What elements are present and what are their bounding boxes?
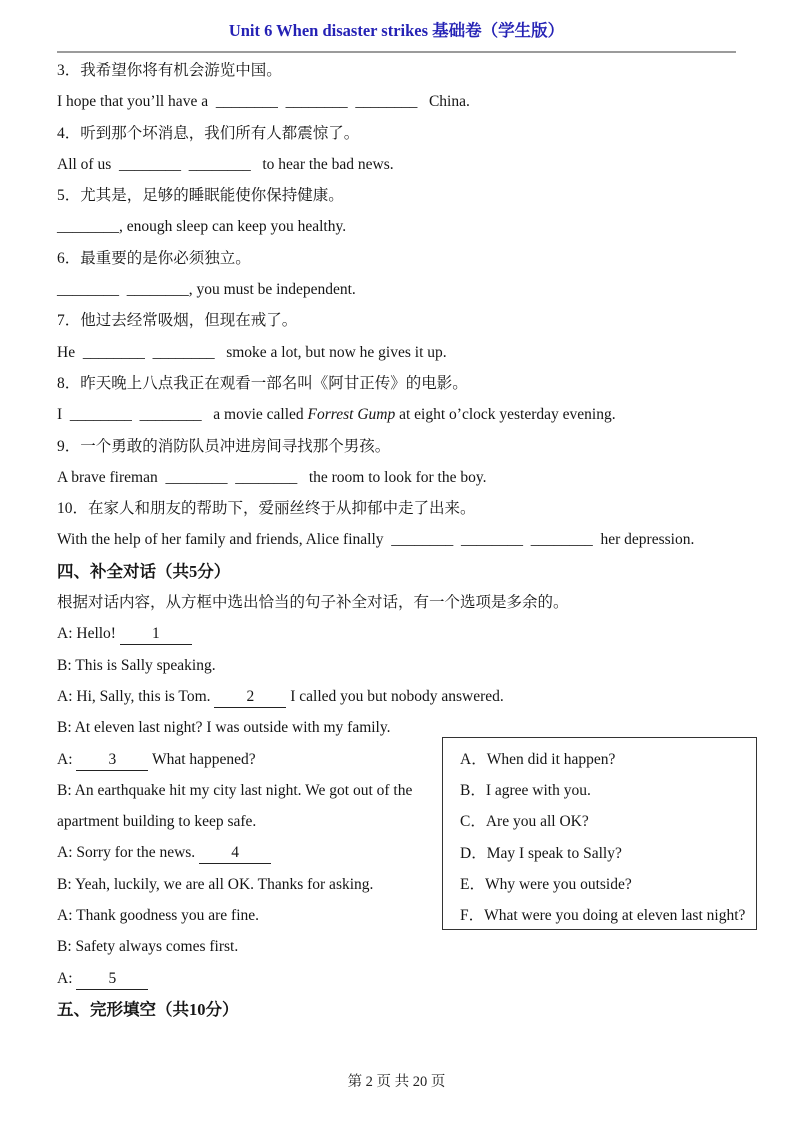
item-9-cn — [57, 431, 773, 462]
text-segment: A brave fireman ________ ________ the room to look for the boy. — [57, 468, 487, 486]
numbered-blank-3: 3 — [76, 750, 148, 771]
text-segment: A: Sorry for the news. — [57, 844, 200, 862]
text-segment: at eight o’clock yesterday evening. — [395, 406, 616, 424]
text-segment: 3．我希望你将有机会游览中国。 — [57, 62, 282, 79]
text-segment: 8．昨天晚上八点我正在观看一部名叫《阿甘正传》的电影。 — [57, 374, 468, 392]
item-8-en — [57, 399, 773, 430]
italic-text: Forrest Gump — [307, 406, 396, 424]
text-segment: apartment building to keep safe. — [57, 813, 257, 831]
text-segment: All of us ________ ________ to hear the bad news. — [57, 155, 394, 173]
text-segment: 9．一个勇敢的消防队员冲进房间寻找那个男孩。 — [57, 437, 391, 455]
page-title: Unit 6 When disaster strikes 基础卷（学生版） — [228, 21, 565, 40]
text-segment: A: Thank goodness you are fine. — [57, 907, 260, 925]
dialog-line-12 — [57, 963, 773, 994]
item-8-cn — [57, 368, 773, 399]
text-segment: What happened? — [148, 750, 256, 768]
text-segment: 7．他过去经常吸烟，但现在戒了。 — [57, 312, 298, 330]
text-segment: ________ ________, you must be independent. — [57, 281, 356, 299]
text-segment: I ________ ________ a movie called — [57, 406, 308, 424]
item-7-cn — [57, 305, 773, 336]
text-segment: B: Safety always comes first. — [57, 938, 239, 956]
item-4-cn — [57, 118, 773, 149]
text-segment: 4．听到那个坏消息，我们所有人都震惊了。 — [57, 124, 360, 142]
text-segment: A: Hi, Sally, this is Tom. — [57, 687, 215, 705]
text-segment: 五、完形填空（共10分） — [57, 999, 239, 1019]
numbered-blank-4: 4 — [199, 843, 271, 864]
item-5-en — [57, 211, 773, 242]
section-4-heading — [57, 556, 773, 587]
text-segment: With the help of her family and friends, Alice finally ________ ________ ________ her depression. — [57, 531, 695, 549]
item-3-en — [57, 86, 773, 117]
item-9-en — [57, 462, 773, 493]
text-segment: ________, enough sleep can keep you healthy. — [57, 218, 347, 236]
text-segment: 10．在家人和朋友的帮助下，爱丽丝终于从抑郁中走了出来。 — [57, 500, 476, 518]
text-segment: 5．尤其是，足够的睡眠能使你保持健康。 — [57, 187, 344, 205]
numbered-blank-2: 2 — [214, 687, 286, 708]
box-option-F: F．What were you doing at eleven last night? — [460, 906, 746, 924]
dialog-line-2 — [57, 650, 773, 681]
item-10-cn — [57, 493, 773, 524]
box-option-D: D．May I speak to Sally? — [460, 844, 622, 862]
numbered-blank-1: 1 — [120, 624, 192, 645]
numbered-blank-5: 5 — [76, 969, 148, 990]
text-segment: 根据对话内容，从方框中选出恰当的句子补全对话，有一个选项是多余的。 — [57, 594, 569, 612]
page-footer: 第 2 页 共 20 页 — [347, 1074, 446, 1090]
item-10-en — [57, 524, 773, 555]
text-segment: He ________ ________ smoke a lot, but now he gives it up. — [57, 343, 447, 361]
dialog-line-11 — [57, 931, 773, 962]
item-4-en — [57, 149, 773, 180]
text-segment: 6．最重要的是你必须独立。 — [57, 249, 251, 267]
box-option-B: B．I agree with you. — [460, 782, 591, 800]
box-option-E: E．Why were you outside? — [460, 875, 632, 893]
item-5-cn — [57, 180, 773, 211]
header-divider — [57, 51, 736, 53]
item-7-en — [57, 337, 773, 368]
text-segment: 四、补全对话（共5分） — [57, 561, 231, 581]
box-option-C: C．Are you all OK? — [460, 813, 589, 831]
text-segment: I hope that you’ll have a ________ ________ ________ China. — [57, 93, 470, 111]
text-segment: B: An earthquake hit my city last night. We got out of the — [57, 781, 413, 799]
text-segment: B: Yeah, luckily, we are all OK. Thanks for asking. — [57, 875, 374, 893]
options-box — [442, 737, 757, 930]
section-5-heading — [57, 994, 773, 1025]
text-segment: A: — [57, 969, 77, 987]
dialog-line-1 — [57, 618, 773, 649]
text-segment: I called you but nobody answered. — [286, 687, 504, 705]
text-segment: A: — [57, 750, 77, 768]
box-option-A: A．When did it happen? — [460, 751, 616, 768]
text-segment: A: Hello! — [57, 625, 120, 643]
section-4-instructions — [57, 587, 773, 618]
item-6-cn — [57, 243, 773, 274]
text-segment: B: This is Sally speaking. — [57, 656, 216, 674]
item-6-en — [57, 274, 773, 305]
item-3-cn — [57, 55, 773, 86]
dialog-line-3 — [57, 681, 773, 712]
text-segment: B: At eleven last night? I was outside with my family. — [57, 719, 391, 737]
